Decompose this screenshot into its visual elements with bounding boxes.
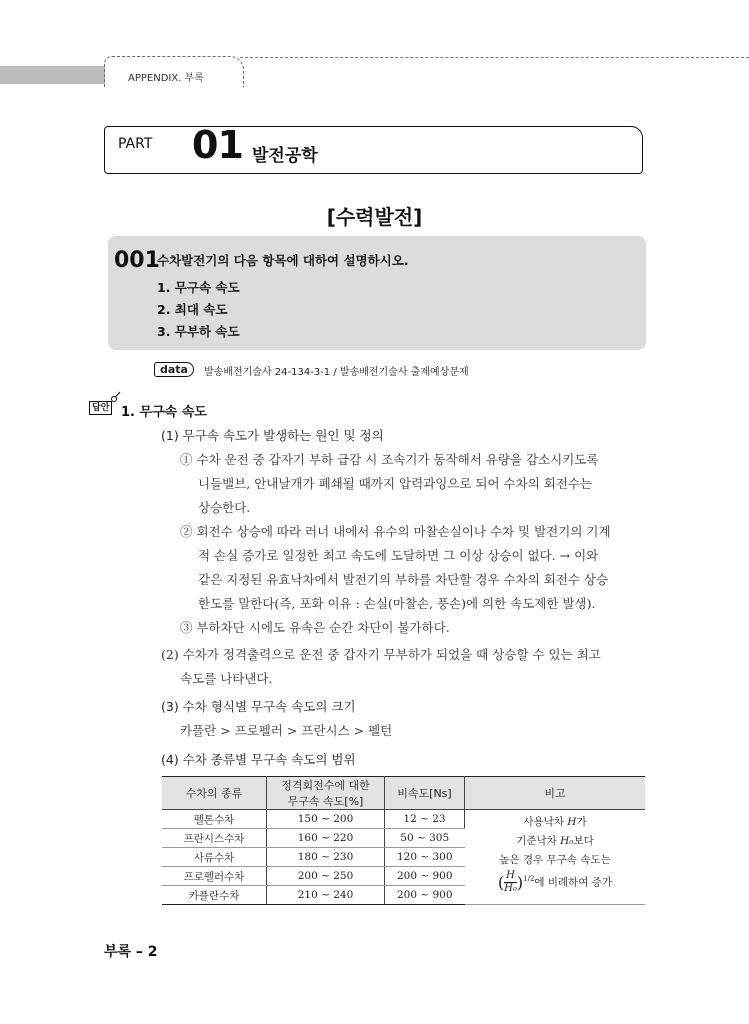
subheading-order: (3) 수차 형식별 무구속 속도의 크기 (161, 699, 356, 714)
header-dotted-line (240, 57, 749, 58)
paragraph-line: 한도를 말한다(즉, 포화 이유 : 손실(마찰손, 풍손)에 의한 속도제한 발생). (198, 596, 596, 611)
part-title: 발전공학 (252, 146, 318, 166)
table-row: 프란시스수차 160 ~ 220 50 ~ 305 (162, 829, 645, 848)
data-reference: 발송배전기술사 24-134-3-1 / 발송배전기술사 출제예상문제 (204, 367, 469, 378)
paragraph-line: 니들밸브, 안내날개가 폐쇄될 때까지 압력과잉으로 되어 수차의 회전수는 (198, 476, 593, 491)
section-title: [수력발전] (326, 205, 423, 229)
table-header: 비속도[Ns] (385, 777, 465, 810)
part-banner (104, 126, 643, 174)
page-number: 부록 – 2 (104, 944, 158, 960)
answer-heading: 1. 무구속 속도 (121, 405, 207, 420)
part-label: PART (118, 136, 153, 152)
table-row: 펠톤수차 150 ~ 200 12 ~ 23 사용낙차 H가 기준낙차 H₀보다 높은 경우 무구속 속도는 ($\frac{H}{\text{H₀}}$ )$^{1/2}$에 비례하여 증가 (162, 810, 645, 829)
paragraph-line: 상승한다. (198, 500, 251, 515)
answer-tag: 답안 (89, 401, 112, 415)
table-header: 수차의 종류 (162, 777, 267, 810)
paragraph-line: 속도를 나타낸다. (180, 671, 273, 686)
order-text: 카플란 > 프로펠러 > 프란시스 > 펠턴 (180, 723, 393, 738)
question-item: 2. 최대 속도 (157, 302, 228, 317)
remark-cell: 사용낙차 H가 기준낙차 H₀보다 높은 경우 무구속 속도는 ($\frac{H}{\text{H₀}}$ )$^{1/2}$에 비례하여 증가 (465, 810, 646, 905)
question-item: 1. 무구속 속도 (157, 280, 240, 295)
part-number: 01 (192, 123, 243, 167)
subheading-range: (4) 수차 종류별 무구속 속도의 범위 (161, 752, 356, 767)
table-header: 비고 (465, 777, 646, 810)
appendix-label: APPENDIX. 부록 (128, 73, 204, 84)
table-row: 프로펠러수차 200 ~ 250 200 ~ 900 (162, 867, 645, 886)
header-bar (0, 66, 105, 84)
subheading-cause: (1) 무구속 속도가 발생하는 원인 및 정의 (161, 428, 384, 443)
paragraph-line: ② 회전수 상승에 따라 러너 내에서 유수의 마찰손실이나 수차 및 발전기의 기계 (180, 524, 611, 539)
question-number: 001 (114, 248, 160, 273)
data-tag: data (154, 362, 194, 377)
paragraph-line: ③ 부하차단 시에도 유속은 순간 차단이 불가하다. (180, 620, 450, 635)
speed-range-table (162, 776, 645, 905)
paragraph-line: (2) 수차가 정격출력으로 운전 중 갑자기 무부하가 되었을 때 상승할 수 있는 최고 (161, 647, 601, 662)
paragraph-line: 같은 지정된 유효낙차에서 발전기의 부하를 차단할 경우 수차의 회전수 상승 (198, 572, 609, 587)
paragraph-line: ① 수차 운전 중 갑자기 부하 급감 시 조속기가 동작해서 유량을 감소시키도록 (180, 452, 599, 467)
table-row: 사류수차 180 ~ 230 120 ~ 300 (162, 848, 645, 867)
table-header: 정격회전수에 대한 무구속 속도[%] (267, 777, 385, 810)
paragraph-line: 적 손실 증가로 일정한 최고 속도에 도달하면 그 이상 상승이 없다. → 이와 (198, 548, 599, 563)
question-prompt: 수차발전기의 다음 항목에 대하여 설명하시오. (157, 253, 409, 268)
table-row: 카플란수차 210 ~ 240 200 ~ 900 (162, 886, 645, 905)
question-item: 3. 무부하 속도 (157, 324, 240, 339)
